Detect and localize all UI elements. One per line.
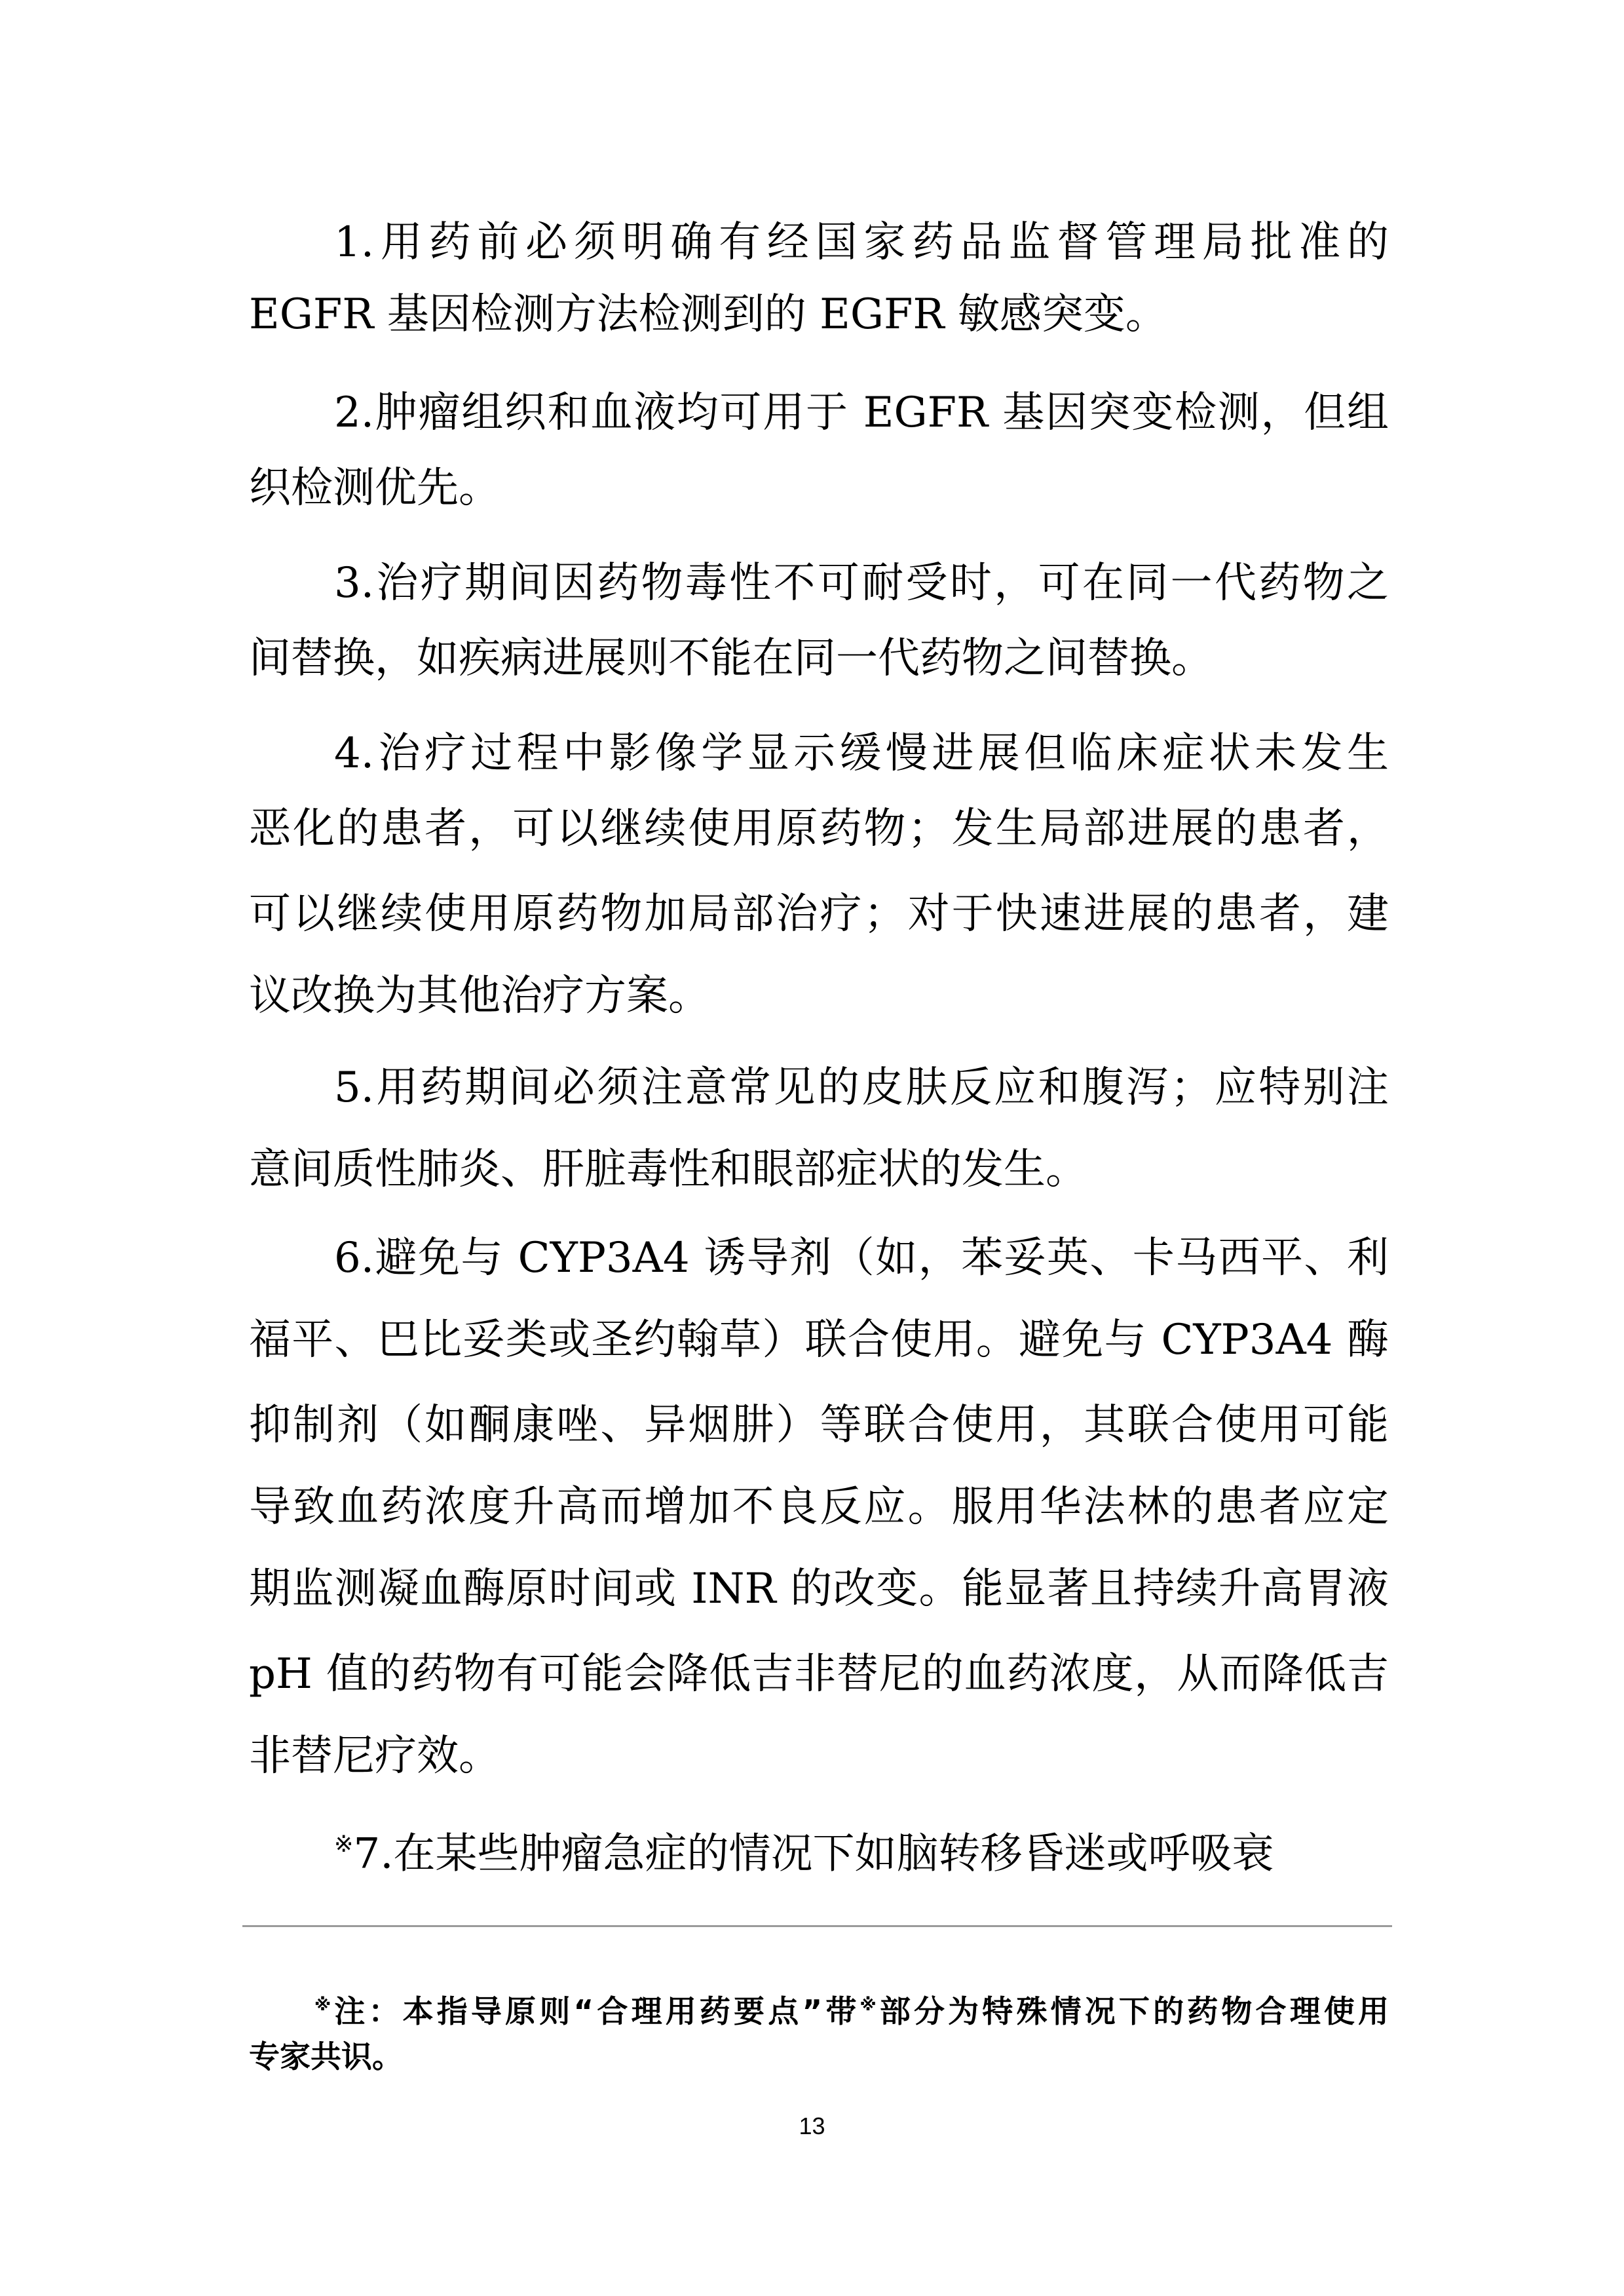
paragraph-4-line-1: 4.治疗过程中影像学显示缓慢进展但临床症状未发生 xyxy=(334,729,1389,778)
footnote-text-a: 注：本指导原则“合理用药要点”带 xyxy=(334,1994,860,2031)
paragraph-2-line-2: 织检测优先。 xyxy=(249,464,500,512)
footnote-mark: ※ xyxy=(314,1995,335,2015)
footnote-separator xyxy=(242,1925,1392,1927)
paragraph-4-line-2: 恶化的患者，可以继续使用原药物；发生局部进展的患者， xyxy=(249,805,1389,853)
paragraph-5-line-1: 5.用药期间必须注意常见的皮肤反应和腹泻；应特别注 xyxy=(334,1063,1389,1112)
footnote-line-2: 专家共识。 xyxy=(249,2039,403,2075)
special-mark: ※ xyxy=(334,1831,354,1858)
paragraph-4-line-4: 议改换为其他治疗方案。 xyxy=(249,972,710,1020)
paragraph-7-line-1 xyxy=(334,1818,1317,1881)
paragraph-6-line-6: pH 值的药物有可能会降低吉非替尼的血药浓度，从而降低吉 xyxy=(249,1650,1389,1698)
page-number: 13 xyxy=(799,2113,825,2139)
paragraph-3-line-2: 间替换，如疾病进展则不能在同一代药物之间替换。 xyxy=(249,634,1213,683)
paragraph-7-text: 7.在某些肿瘤急症的情况下如脑转移昏迷或呼吸衰 xyxy=(353,1829,1274,1879)
paragraph-3-line-1: 3.治疗期间因药物毒性不可耐受时，可在同一代药物之 xyxy=(334,559,1389,607)
paragraph-2-line-1: 2.肿瘤组织和血液均可用于 EGFR 基因突变检测，但组 xyxy=(334,389,1389,437)
paragraph-5-line-2: 意间质性肺炎、肝脏毒性和眼部症状的发生。 xyxy=(249,1145,1087,1194)
footnote-inline-mark: ※ xyxy=(859,1995,880,2015)
paragraph-1-line-1: 1.用药前必须明确有经国家药品监督管理局批准的 xyxy=(334,218,1389,267)
footnote-line-1 xyxy=(314,1985,1389,2032)
paragraph-6-line-4: 导致血药浓度升高而增加不良反应。服用华法林的患者应定 xyxy=(249,1483,1389,1531)
paragraph-6-line-3: 抑制剂（如酮康唑、异烟肼）等联合使用，其联合使用可能 xyxy=(249,1401,1389,1449)
paragraph-1-line-2: EGFR 基因检测方法检测到的 EGFR 敏感突变。 xyxy=(249,290,1167,339)
paragraph-6-line-1: 6.避免与 CYP3A4 诱导剂（如，苯妥英、卡马西平、利 xyxy=(334,1234,1389,1282)
paragraph-6-line-5: 期监测凝血酶原时间或 INR 的改变。能显著且持续升高胃液 xyxy=(249,1565,1389,1613)
paragraph-6-line-7: 非替尼疗效。 xyxy=(249,1732,500,1780)
paragraph-6-line-2: 福平、巴比妥类或圣约翰草）联合使用。避免与 CYP3A4 酶 xyxy=(249,1316,1389,1364)
footnote-text-b: 部分为特殊情况下的药物合理使用 xyxy=(879,1994,1389,2031)
paragraph-4-line-3: 可以继续使用原药物加局部治疗；对于快速进展的患者，建 xyxy=(249,890,1389,938)
